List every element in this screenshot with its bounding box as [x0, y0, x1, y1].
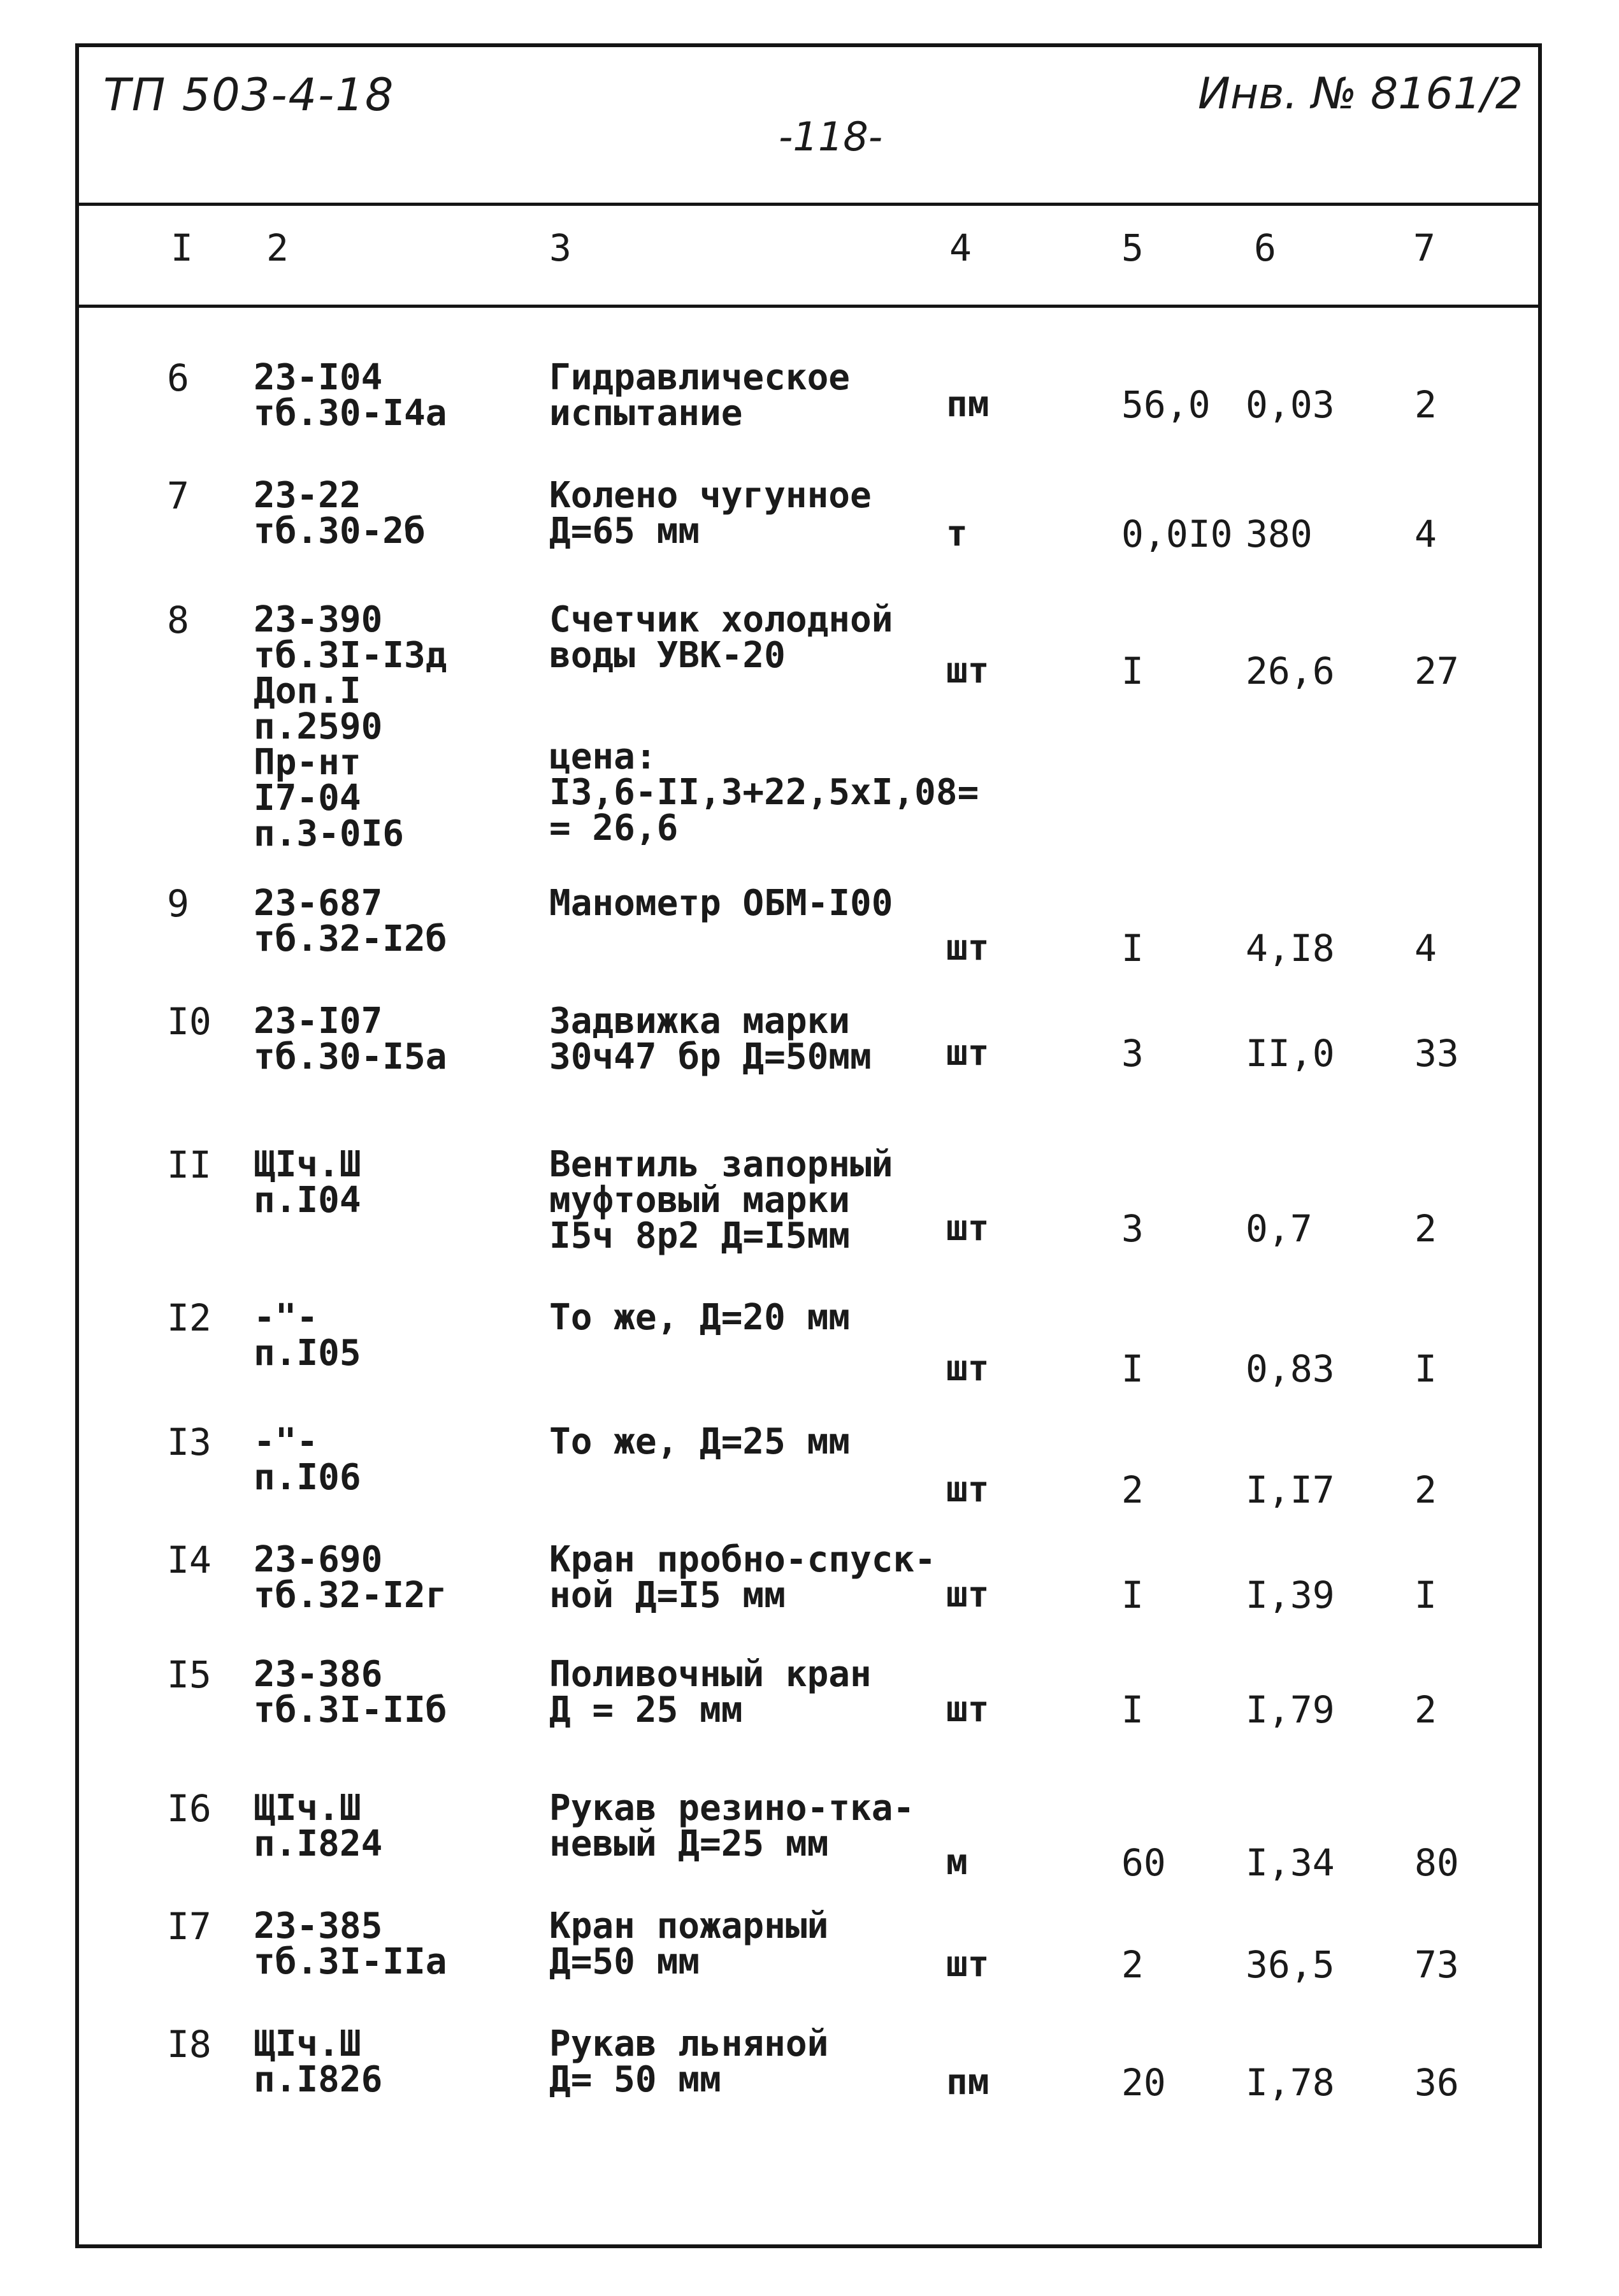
rate-reference: 23-386 тб.3I-IIб — [254, 1654, 447, 1731]
item-name: Рукав льняной Д= 50 мм — [549, 2023, 829, 2100]
column-header: I — [171, 226, 193, 270]
item-name: Манометр ОБМ-I00 — [549, 883, 893, 924]
rate-reference: ЩIч.Ш п.I824 — [254, 1787, 383, 1865]
unit: шт — [946, 650, 989, 691]
item-name: Рукав резино-тка- невый Д=25 мм — [549, 1787, 915, 1865]
quantity: I — [1121, 927, 1144, 970]
unit: шт — [946, 927, 989, 969]
quantity: I — [1121, 1688, 1144, 1731]
unit: т — [946, 513, 968, 554]
rate-reference: -"- п.I05 — [254, 1297, 361, 1374]
item-name: Поливочный кран Д = 25 мм — [549, 1654, 872, 1731]
rate-reference: 23-690 тб.32-I2г — [254, 1539, 447, 1616]
quantity: 60 — [1121, 1841, 1166, 1884]
total-cost: 36 — [1414, 2061, 1459, 2104]
row-number: I0 — [167, 1000, 212, 1043]
project-code: ТП 503-4-18 — [103, 69, 395, 121]
page-number: -118- — [779, 113, 883, 160]
column-header: 5 — [1121, 226, 1144, 270]
unit: пм — [946, 2061, 989, 2103]
item-name: Вентиль запорный муфтовый марки I5ч 8р2 Д=I5мм — [549, 1144, 893, 1257]
column-header: 4 — [949, 226, 972, 270]
quantity: 56,0 — [1121, 383, 1211, 426]
row-number: I4 — [167, 1538, 212, 1582]
total-cost: I — [1414, 1573, 1437, 1617]
unit-price: 4,I8 — [1246, 927, 1335, 970]
unit-price: I,79 — [1246, 1688, 1335, 1731]
unit: шт — [946, 1348, 989, 1389]
column-header: 3 — [549, 226, 572, 270]
row-number: 8 — [167, 598, 189, 642]
total-cost: 2 — [1414, 383, 1437, 426]
quantity: I — [1121, 649, 1144, 693]
rate-reference: 23-22 тб.30-2б — [254, 475, 426, 552]
quantity: I — [1121, 1347, 1144, 1390]
price-calculation: цена: I3,6-II,3+22,5хI,08= = 26,6 — [549, 736, 979, 849]
quantity: 20 — [1121, 2061, 1166, 2104]
column-header-divider — [75, 305, 1542, 308]
total-cost: 33 — [1414, 1032, 1459, 1075]
total-cost: 2 — [1414, 1688, 1437, 1731]
unit: шт — [946, 1032, 989, 1074]
unit-price: 36,5 — [1246, 1943, 1335, 1986]
unit: шт — [946, 1574, 989, 1615]
quantity: 0,0I0 — [1121, 512, 1233, 556]
unit-price: I,34 — [1246, 1841, 1335, 1884]
unit: шт — [946, 1689, 989, 1730]
row-number: I3 — [167, 1420, 212, 1464]
total-cost: I — [1414, 1347, 1437, 1390]
total-cost: 27 — [1414, 649, 1459, 693]
column-header: 2 — [266, 226, 289, 270]
quantity: I — [1121, 1573, 1144, 1617]
row-number: I2 — [167, 1296, 212, 1339]
unit-price: 0,83 — [1246, 1347, 1335, 1390]
unit: шт — [946, 1469, 989, 1510]
column-header: 6 — [1254, 226, 1276, 270]
total-cost: 2 — [1414, 1468, 1437, 1512]
rate-reference: -"- п.I06 — [254, 1421, 361, 1498]
unit: м — [946, 1842, 968, 1883]
item-name: Задвижка марки 30ч47 бр Д=50мм — [549, 1000, 872, 1078]
item-name: Гидравлическое испытание — [549, 357, 851, 434]
quantity: 3 — [1121, 1207, 1144, 1250]
item-name: Кран пожарный Д=50 мм — [549, 1905, 829, 1982]
row-number: I5 — [167, 1653, 212, 1696]
unit-price: I,39 — [1246, 1573, 1335, 1617]
row-number: 6 — [167, 356, 189, 400]
rate-reference: 23-385 тб.3I-IIа — [254, 1905, 447, 1982]
header-divider — [75, 203, 1542, 206]
rate-reference: 23-687 тб.32-I2б — [254, 883, 447, 960]
quantity: 2 — [1121, 1943, 1144, 1986]
quantity: 3 — [1121, 1032, 1144, 1075]
item-name: То же, Д=20 мм — [549, 1297, 851, 1338]
total-cost: 4 — [1414, 927, 1437, 970]
unit-price: I,78 — [1246, 2061, 1335, 2104]
row-number: II — [167, 1143, 212, 1187]
column-header: 7 — [1413, 226, 1436, 270]
quantity: 2 — [1121, 1468, 1144, 1512]
row-number: I7 — [167, 1905, 212, 1948]
total-cost: 4 — [1414, 512, 1437, 556]
inventory-number: Инв. № 8161/2 — [1198, 69, 1523, 119]
item-name: Счетчик холодной воды УВК-20 — [549, 599, 893, 676]
total-cost: 73 — [1414, 1943, 1459, 1986]
row-number: 9 — [167, 882, 189, 925]
total-cost: 80 — [1414, 1841, 1459, 1884]
row-number: I8 — [167, 2023, 212, 2066]
unit: шт — [946, 1944, 989, 1985]
unit-price: 26,6 — [1246, 649, 1335, 693]
unit: шт — [946, 1208, 989, 1249]
unit-price: 0,03 — [1246, 383, 1335, 426]
item-name: То же, Д=25 мм — [549, 1421, 851, 1462]
item-name: Кран пробно-спуск- ной Д=I5 мм — [549, 1539, 936, 1616]
unit-price: 380 — [1246, 512, 1313, 556]
row-number: 7 — [167, 474, 189, 517]
unit-price: 0,7 — [1246, 1207, 1313, 1250]
total-cost: 2 — [1414, 1207, 1437, 1250]
rate-reference: 23-I04 тб.30-I4а — [254, 357, 447, 434]
rate-reference: ЩIч.Ш п.I04 — [254, 1144, 361, 1221]
unit-price: I,I7 — [1246, 1468, 1335, 1512]
unit: пм — [946, 384, 989, 425]
rate-reference: 23-I07 тб.30-I5а — [254, 1000, 447, 1078]
row-number: I6 — [167, 1787, 212, 1830]
item-name: Колено чугунное Д=65 мм — [549, 475, 872, 552]
rate-reference: ЩIч.Ш п.I826 — [254, 2023, 383, 2100]
unit-price: II,0 — [1246, 1032, 1335, 1075]
rate-reference: 23-390 тб.3I-I3д Доп.I п.2590 Пр-нт I7-04 п.3-0I6 — [254, 599, 447, 855]
